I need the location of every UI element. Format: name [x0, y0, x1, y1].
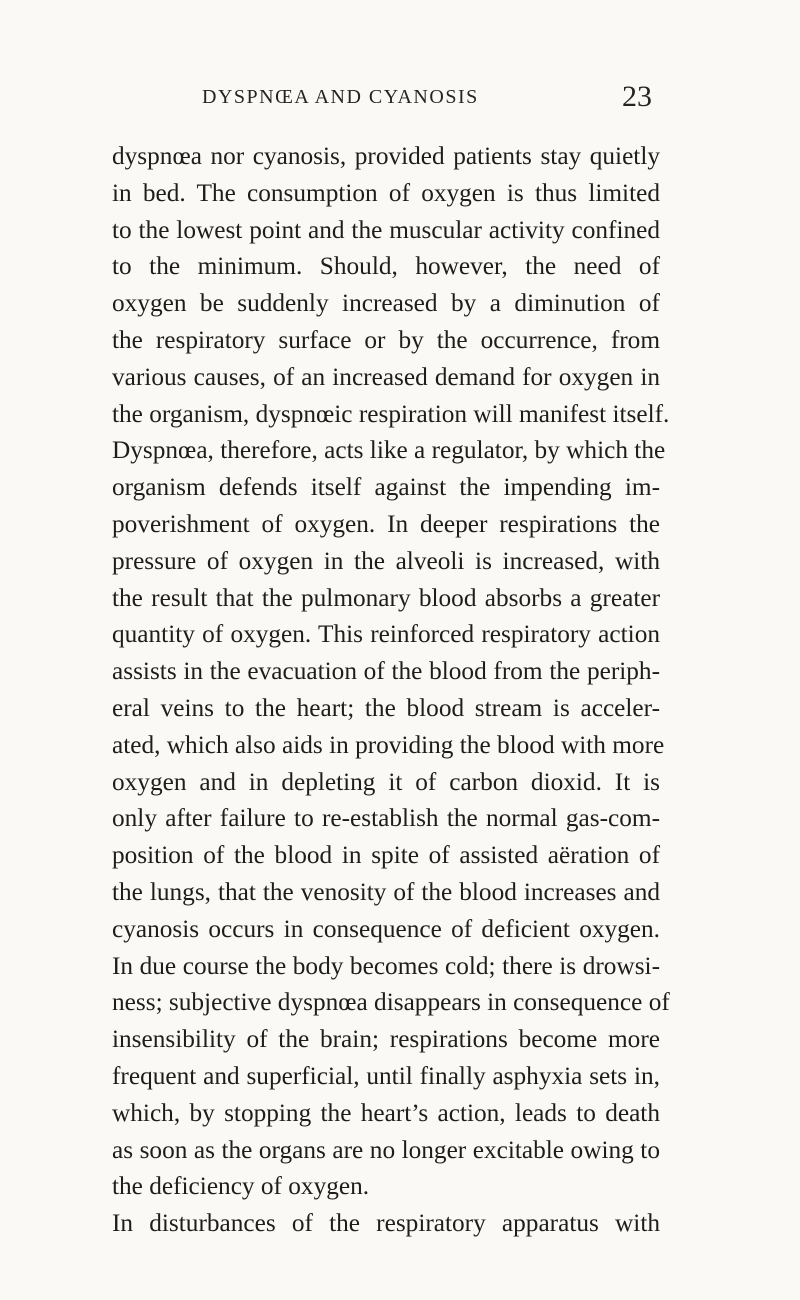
- text-line: organism defends itself against the impending im-: [112, 473, 660, 502]
- text-line: various causes, of an increased demand for oxygen in: [112, 362, 660, 391]
- text-line: ness; subjective dyspnœa disappears in consequence of: [112, 988, 670, 1017]
- text-line: the organism, dyspnœic respiration will manifest itself.: [112, 399, 670, 428]
- text-line: frequent and superficial, until finally asphyxia sets in,: [112, 1061, 660, 1090]
- text-line: In disturbances of the respiratory apparatus with: [112, 1209, 660, 1238]
- text-line: In due course the body becomes cold; there is drowsi-: [112, 951, 660, 980]
- text-line: the lungs, that the venosity of the blood increases and: [112, 877, 660, 906]
- text-line: which, by stopping the heart’s action, leads to death: [112, 1098, 660, 1127]
- text-line: the deficiency of oxygen.: [112, 1172, 370, 1201]
- text-line: ated, which also aids in providing the blood with more: [112, 730, 665, 759]
- text-line: the result that the pulmonary blood absorbs a greater: [112, 583, 660, 612]
- text-line: oxygen be suddenly increased by a diminution of: [112, 289, 660, 318]
- text-line: to the lowest point and the muscular activity confined: [112, 215, 660, 244]
- running-title: DYSPNŒA AND CYANOSIS: [202, 86, 479, 108]
- text-line: eral veins to the heart; the blood stream is acceler-: [112, 693, 660, 722]
- text-line: dyspnœa nor cyanosis, provided patients stay quietly: [112, 142, 660, 170]
- text-line: poverishment of oxygen. In deeper respirations the: [112, 509, 660, 538]
- text-line: insensibility of the brain; respirations become more: [112, 1025, 660, 1054]
- page-number: 23: [622, 80, 652, 113]
- text-line: Dyspnœa, therefore, acts like a regulator, by which the: [112, 436, 666, 465]
- text-line: pressure of oxygen in the alveoli is increased, with: [112, 546, 660, 575]
- text-line: only after failure to re-establish the normal gas-com-: [112, 804, 660, 833]
- body-text: [112, 138, 670, 1242]
- text-line: in bed. The consumption of oxygen is thus limited: [112, 178, 660, 207]
- running-head: [0, 80, 800, 116]
- text-line: oxygen and in depleting it of carbon dioxid. It is: [112, 767, 660, 796]
- text-line: cyanosis occurs in consequence of deficient oxygen.: [112, 914, 660, 943]
- text-line: as soon as the organs are no longer excitable owing to: [112, 1135, 660, 1164]
- text-line: quantity of oxygen. This reinforced respiratory action: [112, 620, 660, 649]
- text-line: the respiratory surface or by the occurrence, from: [112, 325, 660, 354]
- text-line: to the minimum. Should, however, the need of: [112, 252, 660, 281]
- text-line: assists in the evacuation of the blood from the periph-: [112, 657, 660, 686]
- text-line: position of the blood in spite of assisted aëration of: [112, 841, 660, 870]
